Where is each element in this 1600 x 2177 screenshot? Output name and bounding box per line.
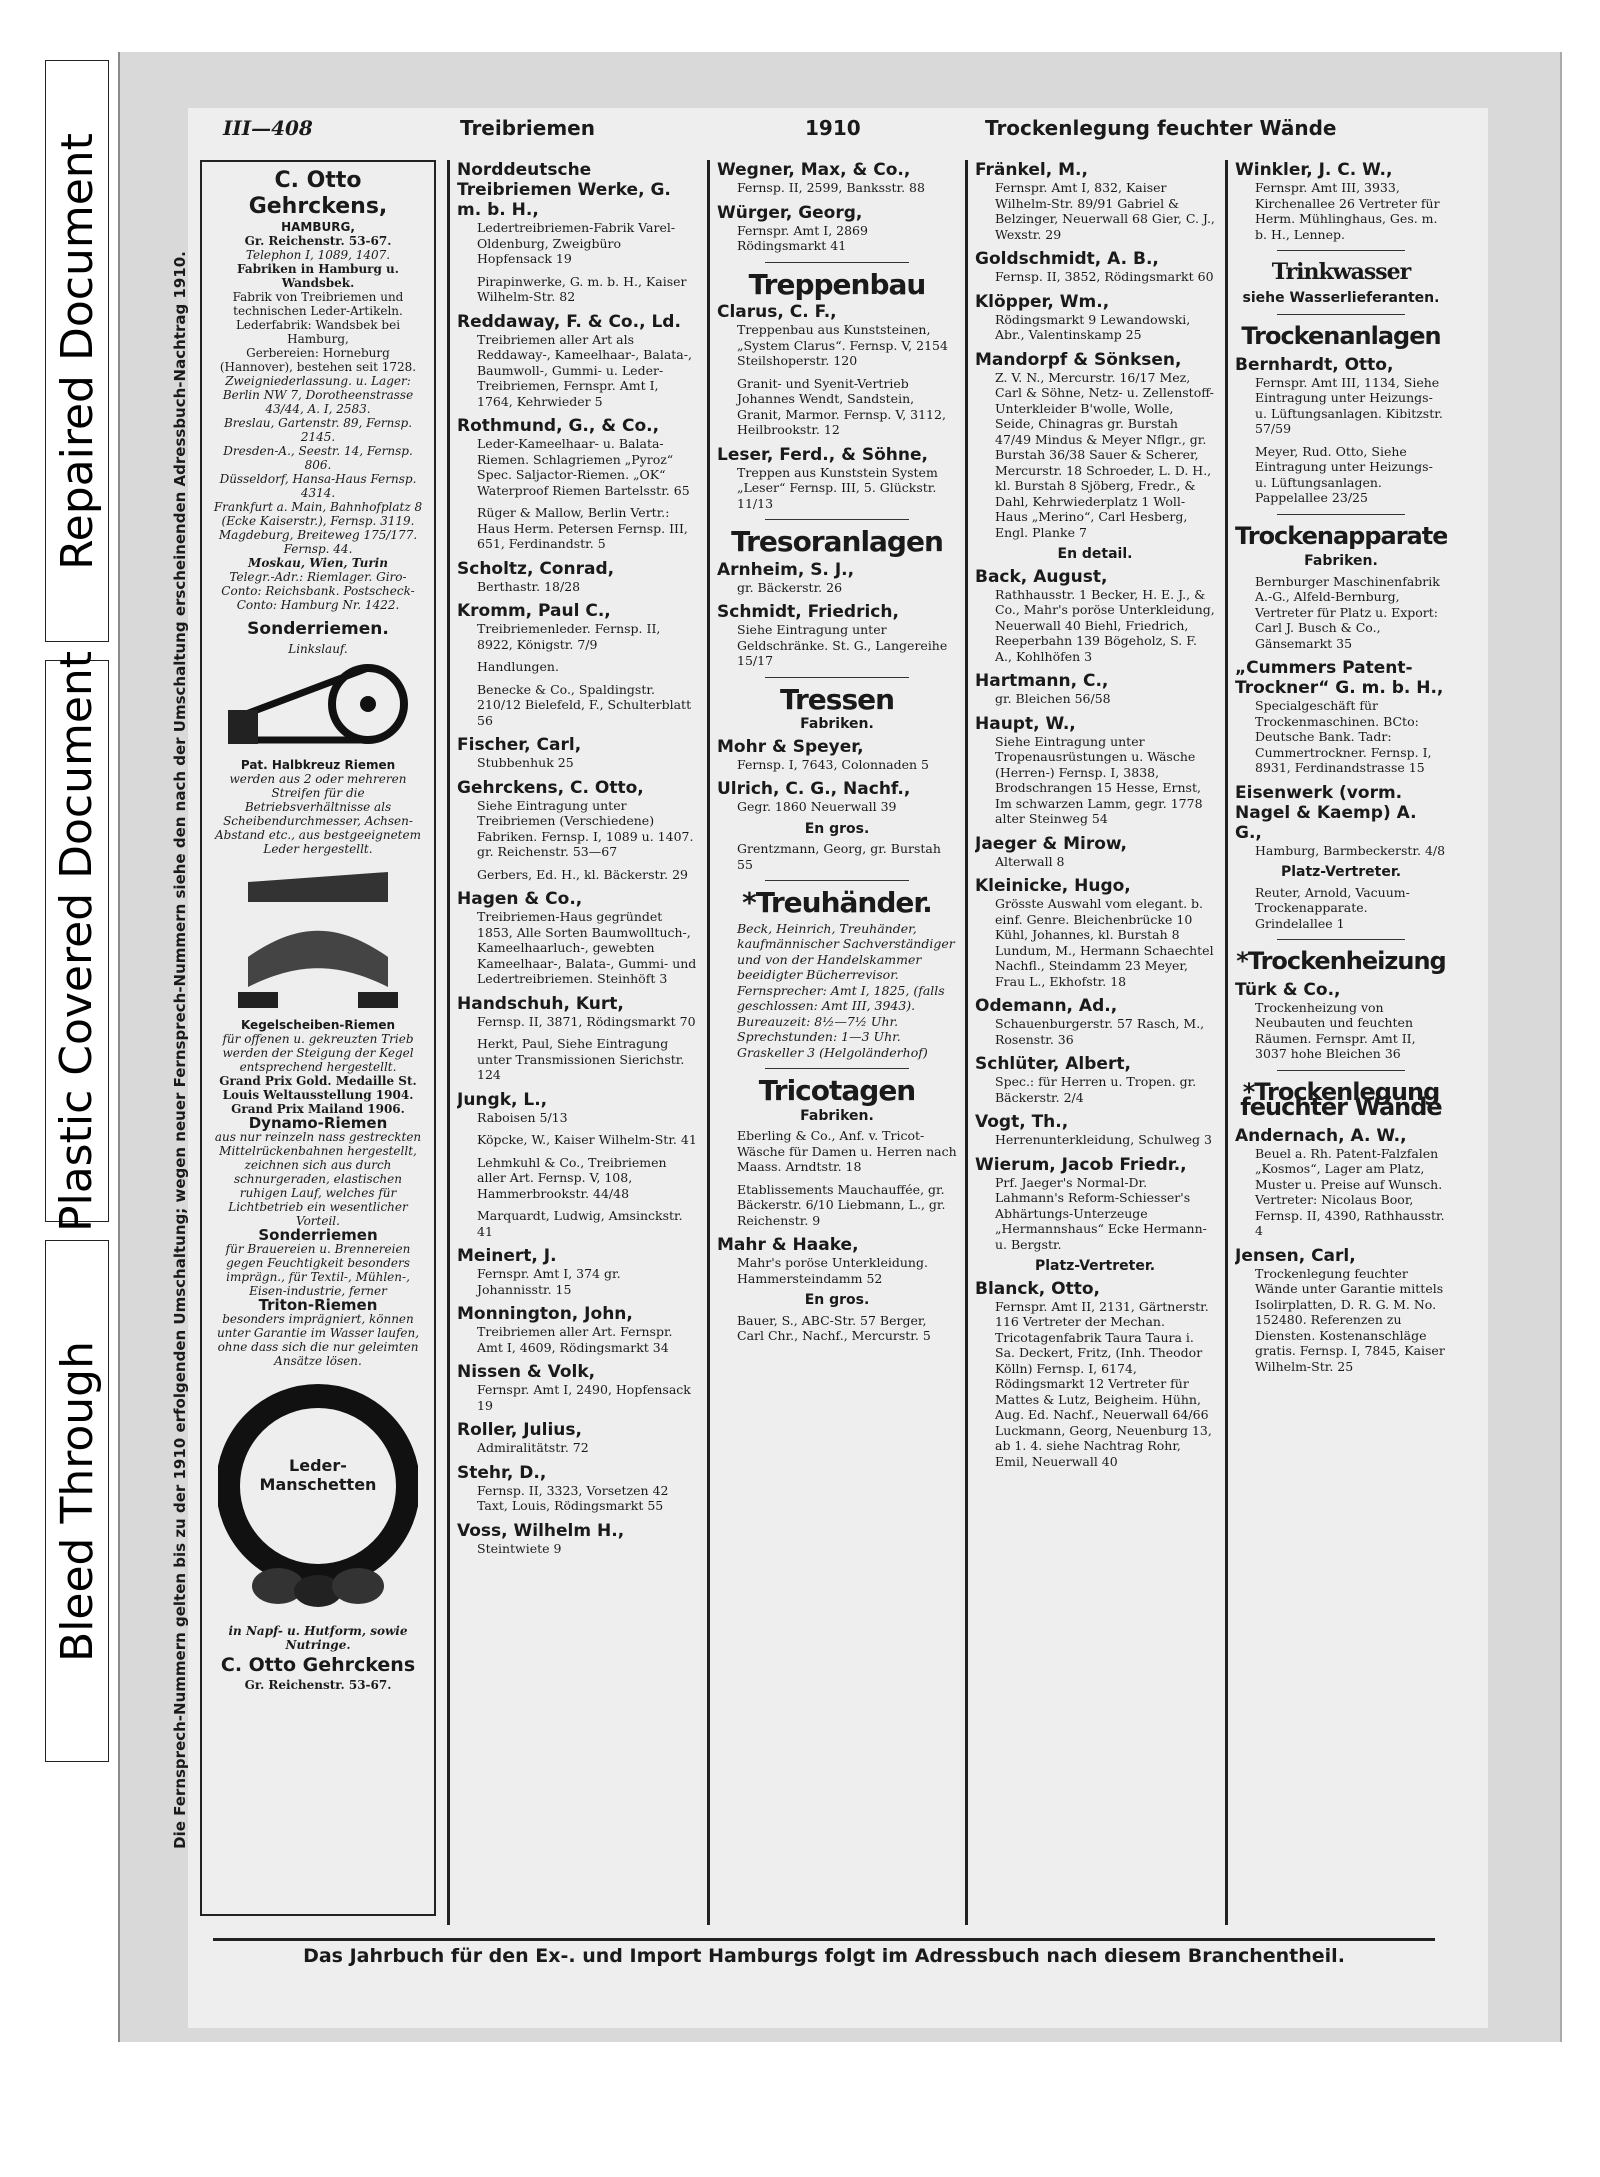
column-treppenbau-tricotagen	[717, 160, 957, 1930]
subsection-heading: Fabriken.	[800, 1107, 874, 1124]
column-rule	[965, 160, 968, 1925]
entry: Granit- und Syenit-Vertrieb Johannes Wendt, Sandstein, Granit, Marmor. Fernsp. V, 3112, Heilbrookstr. 12	[737, 375, 946, 437]
entry-details: Handlungen.	[477, 659, 559, 674]
entry-name: Roller, Julius,	[457, 1420, 582, 1440]
ad-half-cross-text: werden aus 2 oder mehreren Streifen für die Betriebsverhältnisse als Scheibendurchmesser, Achsen-Abstand etc., aus bestgeeignetem Leder hergestellt.	[215, 772, 421, 856]
entry-details: Lehmkuhl & Co., Treibriemen aller Art. Fernsp. V, 108, Hammerbrookstr. 44/48	[477, 1154, 667, 1201]
entry	[457, 559, 697, 595]
entry	[457, 889, 697, 987]
entry-details: Spec.: für Herren u. Tropen. gr. Bäckerstr. 2/4	[995, 1074, 1197, 1105]
ad-branch: Moskau, Wien, Turin	[248, 556, 388, 570]
entry	[975, 876, 1215, 989]
entry: Andernach, A. W., Beuel a. Rh. Patent-Falzfalen „Kosmos“, Lager am Platz, Muster u. Preise auf Wunsch. Vertreter: Nicolaus Boor, Fernsp. II, 4390, Rathhausstr. 4	[1235, 1125, 1445, 1238]
entry	[457, 778, 697, 860]
entry-details: Fernsp. II, 3852, Rödingsmarkt 60	[995, 269, 1214, 284]
section-heading: *Trockenheizung	[1236, 947, 1446, 975]
entry-name: Fischer, Carl,	[457, 735, 582, 755]
entry	[457, 1246, 697, 1297]
section-heading: Tricotagen	[758, 1074, 916, 1107]
ad-special-text: für Brauereien u. Brennereien gegen Feuchtigkeit besonders imprägn., für Textil-, Mühlen-, Eisen-industrie, ferner	[225, 1242, 411, 1298]
entry	[457, 1304, 697, 1355]
entry	[457, 867, 697, 883]
entry-name: Stehr, D.,	[457, 1462, 547, 1483]
ad-triton-text: besonders imprägniert, können unter Garantie im Wasser laufen, ohne dass sich die nur geleimten Ansätze lösen.	[216, 1312, 420, 1368]
gehrckens-advertisement	[200, 160, 436, 1930]
entry-name: Jaeger & Mirow,	[975, 833, 1127, 854]
entry	[975, 1279, 1215, 1470]
entry-details: Schauenburgerstr. 57 Rasch, M., Rosenstr. 36	[995, 1016, 1205, 1047]
entry-name: Meinert, J.	[457, 1246, 557, 1266]
ad-tannery: Lederfabrik: Wandsbek bei Hamburg,	[235, 318, 401, 346]
entry	[975, 1112, 1215, 1148]
entry-name: Klöpper, Wm.,	[975, 291, 1110, 312]
ad-branch: Magdeburg, Breiteweg 175/177. Fernsp. 44.	[218, 528, 418, 556]
entry: Arnheim, S. J., gr. Bäckerstr. 26	[717, 559, 855, 595]
section-heading: Tresoranlagen	[731, 525, 943, 558]
entry-details: Steintwiete 9	[477, 1540, 562, 1556]
entry: Schmidt, Friedrich, Siehe Eintragung unter Geldschränke. St. G., Langereihe 15/17	[717, 602, 948, 668]
entry: Jensen, Carl, Trockenlegung feuchter Wände unter Garantie mittels Isolirplatten, D. R. G. M. No. 152480. Referenzen zu Diensten. Kostenanschläge gratis. Fernsp. I, 7845, Kaiser Wilhelm-Str. 25	[1235, 1245, 1445, 1374]
entry	[457, 1090, 697, 1126]
ad-cone-heading: Kegelscheiben-Riemen	[240, 1018, 396, 1032]
entry: Ulrich, C. G., Nachf., Gegr. 1860 Neuerwall 39	[717, 779, 911, 814]
leather-collar-illustration	[218, 1376, 418, 1616]
subsection-heading: En gros.	[804, 820, 870, 837]
entry: Eisenwerk (vorm. Nagel & Kaemp) A. G., Hamburg, Barmbeckerstr. 4/8	[1235, 782, 1446, 858]
ad-dynamo-text: aus nur reinzeln nass gestreckten Mittelrückenbahnen hergestellt, zeichnen sich aus durch schnurgeraden, elastischen ruhigen Lauf, welches für Lichtbetrieb ein wesentlicher Vorteil.	[214, 1130, 422, 1228]
entry	[457, 274, 697, 305]
section-heading: *Treuhänder.	[742, 886, 932, 919]
ad-branch: Dresden-A., Seestr. 14, Fernsp. 806.	[223, 444, 413, 472]
page-footer: Das Jahrbuch für den Ex-. und Import Hamburgs folgt im Adressbuch nach diesem Branchentheil.	[303, 1945, 1345, 1967]
entry-name: Odemann, Ad.,	[975, 996, 1118, 1016]
entry-name: Goldschmidt, A. B.,	[975, 249, 1159, 269]
ad-special-heading: Sonderriemen	[258, 1226, 378, 1244]
ad-factory: Fabriken in Hamburg u. Wandsbek.	[237, 262, 399, 290]
column-trocken	[1235, 160, 1447, 1930]
ad-phone: Telephon I, 1089, 1407.	[245, 248, 391, 262]
header-year: 1910	[805, 116, 861, 140]
entry: Bauer, S., ABC-Str. 57 Berger, Carl Chr., Nachf., Mercurstr. 5	[737, 1312, 931, 1343]
entry	[457, 659, 697, 675]
entry-name: Blanck, Otto,	[975, 1278, 1100, 1299]
entry-name: Rothmund, G., & Co.,	[457, 416, 660, 436]
entry-details: gr. Bleichen 56/58	[995, 691, 1111, 706]
section-heading: Treppenbau	[748, 267, 926, 301]
entry-name: Vogt, Th.,	[975, 1112, 1069, 1132]
entry: Mahr & Haake, Mahr's poröse Unterkleidung. Hammersteindamm 52	[717, 1235, 928, 1286]
entry-details: Pirapinwerke, G. m. b. H., Kaiser Wilhelm-Str. 82	[477, 273, 687, 304]
entry: Reuter, Arnold, Vacuum-Trockenapparate. Grindelallee 1	[1255, 884, 1410, 931]
entry-name: Back, August,	[975, 566, 1108, 587]
header-right-title: Trockenlegung feuchter Wände	[985, 116, 1337, 140]
entry: Eberling & Co., Anf. v. Tricot-Wäsche für Damen u. Herren nach Maass. Arndtstr. 18	[737, 1128, 957, 1174]
vertical-note: Die Fernsprech-Nummern gelten bis zu der 1910 erfolgenden Umschaltung; wegen neuer Fernsprech-Nummern siehe den nach der Umschaltung erscheinenden Adressbuch-Nachtrag 1910.	[171, 251, 189, 1849]
subsection-heading: Fabriken.	[1304, 553, 1378, 569]
entry: Meyer, Rud. Otto, Siehe Eintragung unter Heizungs- u. Lüftungsanlagen. Pappelallee 23/25	[1255, 443, 1433, 505]
section-heading: Trockenanlagen	[1241, 322, 1441, 350]
subsection-heading: siehe Wasserlieferanten.	[1242, 289, 1440, 306]
column-rule	[1225, 160, 1228, 1925]
ad-cone-text: für offenen u. gekreuzten Trieb werden der Steigung der Kegel entsprechend hergestellt.	[222, 1032, 414, 1074]
entry-details: Grösste Auswahl vom elegant. b. einf. Genre. Bleichenbrücke 10 Kühl, Johannes, kl. Burstah 8 Lundum, M., Hermann Schaechtel Nachfl., Steindamm 23 Meyer, Frau L., Ekhofstr. 18	[995, 896, 1214, 989]
belt-pulley-illustration	[218, 662, 418, 752]
entry	[975, 996, 1215, 1047]
ad-left-run: Linkslauf.	[288, 642, 348, 656]
entry: Winkler, J. C. W., Fernspr. Amt III, 3933, Kirchenallee 26 Vertreter für Herm. Mühlinghaus, Ges. m. b. H., Lennep.	[1235, 160, 1440, 242]
entry-details: Berthastr. 18/28	[477, 578, 581, 594]
entry-details: Treibriemen aller Art. Fernspr. Amt I, 4609, Rödingsmarkt 34	[477, 1324, 673, 1355]
entry-name: Monnington, John,	[457, 1304, 633, 1324]
entry-details: Treibriemen-Haus gegründet 1853, Alle Sorten Baumwolltuch-, Kameelhaarluch-, gewebten Kameelhaar-, Balata-, Gummi- und Ledertreibriemen. Steinhöft 3	[477, 909, 697, 986]
entry-details: Gerbers, Ed. H., kl. Bäckerstr. 29	[477, 866, 688, 882]
entry	[975, 160, 1215, 242]
label-repaired-document: Repaired Document	[45, 60, 109, 642]
entry	[975, 1155, 1215, 1253]
entry-details: Fernsp. II, 3871, Rödingsmarkt 70	[477, 1013, 696, 1029]
entry-details: Rödingsmarkt 9 Lewandowski, Abr., Valentinskamp 25	[995, 311, 1191, 342]
entry-details: Z. V. N., Mercurstr. 16/17 Mez, Carl & Söhne, Netz- u. Zellenstoff-Unterkleider B'wolle, Wolle, Seide, Chinagras gr. Burstah 47/49 Mindus & Meyer Nflgr., gr. Burstah 36/38 Sauer & Scherer, Mercurstr. 18 Schroeder, L. D. H., kl. Burstah 8 Sjöberg, Fredr., & Dahl, Kehrwiederplatz 1 Woll-Haus „Merino“, Carl Hesberg, Engl. Planke 7	[995, 369, 1214, 540]
entry-details: Treibriemen aller Art als Reddaway-, Kameelhaar-, Balata-, Baumwoll-, Gummi- u. Leder-Treibriemen, Fernspr. Amt I, 1764, Kehrwieder 5	[477, 331, 692, 409]
entry	[457, 735, 697, 771]
entry-details: Treibriemenleder. Fernsp. II, 8922, Königstr. 7/9	[477, 621, 661, 652]
entry	[975, 1054, 1215, 1105]
ad-half-cross-heading: Pat. Halbkreuz Riemen	[240, 758, 396, 772]
leather-collar-label: Leder-Manschetten	[259, 1456, 377, 1494]
entry-details: Raboisen 5/13	[477, 1109, 568, 1125]
header-left-title: Treibriemen	[460, 116, 595, 140]
ad-dynamo-heading: Dynamo-Riemen	[248, 1114, 388, 1132]
entry	[457, 682, 697, 729]
entry	[457, 1420, 697, 1456]
ad-branch: Breslau, Gartenstr. 89, Fernsp. 2145.	[223, 416, 413, 444]
section-heading: Trinkwasser	[1271, 259, 1411, 285]
ad-tanneries: Gerbereien: Horneburg (Hannover), bestehen seit 1728.	[219, 346, 417, 374]
entry-details: Benecke & Co., Spaldingstr. 210/12 Bielefeld, F., Schulterblatt 56	[477, 681, 692, 728]
ad-awards: Grand Prix Gold. Medaille St. Louis Weltausstellung 1904. Grand Prix Mailand 1906.	[219, 1074, 417, 1116]
page-header	[215, 112, 1345, 152]
entry	[975, 249, 1215, 285]
entry-details: Fernspr. Amt I, 832, Kaiser Wilhelm-Str. 89/91 Gabriel & Belzinger, Neuerwall 68 Gier, C. J., Wexstr. 29	[995, 180, 1215, 242]
entry-details: Admiralitätstr. 72	[477, 1440, 589, 1455]
entry	[457, 505, 697, 552]
section-heading: Trockenapparate	[1235, 521, 1447, 550]
ad-branches: Zweigniederlassung. u. Lager:	[225, 374, 411, 388]
entry-details: Rathhausstr. 1 Becker, H. E. J., & Co., Mahr's poröse Unterkleidung, Neuerwall 40 Biehl, Friedrich, Reeperbahn 139 Bögeholz, S. F. A., Kohlhöfen 3	[995, 586, 1215, 664]
ad-desc: Fabrik von Treibriemen und technischen Leder-Artikeln.	[232, 290, 404, 318]
entry: Clarus, C. F., Treppenbau aus Kunststeinen, „System Clarus“. Fernsp. V, 2154 Steilshoperstr. 120	[717, 302, 948, 368]
entry: Wegner, Max, & Co., Fernsp. II, 2599, Banksstr. 88	[717, 160, 925, 195]
ad-special-belts-heading: Sonderriemen.	[247, 619, 389, 639]
entry-details: Leder-Kameelhaar- u. Balata-Riemen. Schlagriemen „Pyroz“ Spec. Saljactor-Riemen. „OK“ Waterproof Riemen Bartelsstr. 65	[477, 436, 690, 498]
column-tricotagen-continued	[975, 160, 1215, 1930]
entry-details: Köpcke, W., Kaiser Wilhelm-Str. 41	[477, 1132, 697, 1147]
entry	[975, 714, 1215, 827]
entry	[457, 416, 697, 498]
ad-footer-street: Gr. Reichenstr. 53-67.	[244, 1678, 392, 1692]
entry	[975, 350, 1215, 541]
ad-form-text: in Napf- u. Hutform, sowie Nutringe.	[228, 1624, 408, 1652]
column-rule	[707, 160, 710, 1925]
subsection-heading: Platz-Vertreter.	[1280, 864, 1402, 880]
entry-name: Hartmann, C.,	[975, 671, 1109, 691]
entry-name: Kromm, Paul C.,	[457, 601, 611, 621]
entry-details: Rüger & Mallow, Berlin Vertr.: Haus Herm. Petersen Fernsp. III, 651, Ferdinandstr. 5	[477, 505, 688, 551]
entry-name: Wierum, Jacob Friedr.,	[975, 1154, 1187, 1175]
entry: „Cummers Patent-Trockner“ G. m. b. H., Specialgeschäft für Trockenmaschinen. BCto: Deutsche Bank. Tadr: Cummertrockner. Fernsp. I, 8931, Ferdinandstrasse 15	[1235, 658, 1444, 775]
entry	[457, 1362, 697, 1413]
entry-name: Jungk, L.,	[457, 1089, 548, 1110]
ad-telegraph: Telegr.-Adr.: Riemlager. Giro-Conto: Reichsbank. Postscheck-Conto: Hamburg Nr. 1422.	[221, 570, 415, 612]
entry: Grentzmann, Georg, gr. Burstah 55	[737, 841, 941, 872]
footer-rule	[213, 1938, 1435, 1941]
entry-name: Schlüter, Albert,	[975, 1054, 1131, 1074]
entry-name: Nissen & Volk,	[457, 1362, 596, 1382]
entry: Bernburger Maschinenfabrik A.-G., Alfeld-Bernburg, Vertreter für Platz u. Export: Carl J. Busch & Co., Gänsemarkt 35	[1255, 573, 1440, 651]
entry-details: Herkt, Paul, Siehe Eintragung unter Transmissionen Sierichstr. 124	[477, 1036, 685, 1082]
ad-branch: Düsseldorf, Hansa-Haus Fernsp. 4314.	[219, 472, 417, 500]
entry	[975, 567, 1215, 665]
ad-street: Gr. Reichenstr. 53-67.	[244, 234, 392, 248]
entry-name: Hagen & Co.,	[457, 889, 583, 909]
entry	[457, 1036, 697, 1083]
entry-name: Fränkel, M.,	[975, 160, 1088, 180]
entry: Türk & Co., Trockenheizung von Neubauten und feuchten Räumen. Fernspr. Amt II, 3037 hohe Bleichen 36	[1235, 979, 1416, 1061]
entry-details: Prf. Jaeger's Normal-Dr. Lahmann's Reform-Schiesser's Abhärtungs-Unterzeuge „Hermannshaus“ Ecke Hermann- u. Bergstr.	[995, 1174, 1207, 1252]
subsection-heading: En gros.	[804, 1292, 870, 1308]
entry	[457, 1132, 697, 1148]
entry: Würger, Georg, Fernspr. Amt I, 2869 Rödingsmarkt 41	[717, 202, 868, 253]
entry-name: Voss, Wilhelm H.,	[457, 1520, 625, 1541]
entry	[457, 1521, 697, 1557]
subsection-heading: Platz-Vertreter.	[1034, 1258, 1156, 1274]
entry: Leser, Ferd., & Söhne, Treppen aus Kunststein System „Leser“ Fernsp. III, 5. Glückstr. 11/13	[717, 444, 938, 511]
entry	[457, 160, 697, 267]
entry	[457, 1463, 697, 1514]
entry-name: Haupt, W.,	[975, 713, 1076, 734]
entry-details: Fernsp. II, 3323, Vorsetzen 42 Taxt, Louis, Rödingsmarkt 55	[477, 1482, 669, 1513]
ad-city: HAMBURG,	[281, 220, 355, 234]
entry-name: Norddeutsche Treibriemen Werke, G. m. b. H.,	[457, 160, 671, 220]
ad-branch: Frankfurt a. Main, Bahnhofplatz 8 (Ecke Kaiserstr.), Fernsp. 3119.	[213, 500, 423, 528]
label-plastic-covered-document: Plastic Covered Document	[45, 660, 109, 1222]
entry: Beck, Heinrich, Treuhänder, kaufmännischer Sachverständiger und von der Handelskammer beeidigter Bücherrevisor. Fernsprecher: Amt I, 1825, (falls geschlossen: Amt III, 3943). Bureauzeit: 8½—7½ Uhr. Sprechstunden: 1—3 Uhr. Graskeller 3 (Helgoländerhof)	[737, 920, 955, 1060]
column-rule	[447, 160, 450, 1925]
entry	[457, 994, 697, 1030]
entry-details: Herrenunterkleidung, Schulweg 3	[995, 1132, 1212, 1147]
entry-details: Fernspr. Amt II, 2131, Gärtnerstr. 116 Vertreter der Mechan. Tricotagenfabrik Taura Taura i. Sa. Deckert, Fritz, (Inh. Theodor Kölln) Fernsp. I, 6174, Rödingsmarkt 12 Vertreter für Mattes & Lutz, Beigheim. Hühn, Aug. Ed. Nachf., Neuerwall 64/66 Luckmann, Georg, Neuenburg 13, ab 1. 4. siehe Nachtrag Rohr, Emil, Neuerwall 40	[995, 1298, 1212, 1469]
entry	[457, 1208, 697, 1239]
entry-details: Fernspr. Amt I, 374 gr. Johannisstr. 15	[477, 1266, 621, 1297]
cone-pulley-illustration	[218, 862, 418, 1012]
entry-details: Stubbenhuk 25	[477, 755, 574, 770]
entry	[975, 671, 1215, 707]
entry-details: Marquardt, Ludwig, Amsinckstr. 41	[477, 1208, 683, 1239]
entry	[975, 834, 1215, 870]
ad-branch: Berlin NW 7, Dorotheenstrasse 43/44, A. I, 2583.	[222, 388, 414, 416]
entry	[457, 1155, 697, 1202]
subsection-heading: En detail.	[1057, 546, 1133, 562]
entry-name: Kleinicke, Hugo,	[975, 876, 1131, 896]
page-number: III—408	[223, 116, 313, 140]
entry-name: Mandorpf & Sönksen,	[975, 349, 1182, 370]
column-treibriemen	[457, 160, 697, 1930]
section-heading: Tressen	[779, 682, 895, 716]
entry: Bernhardt, Otto, Fernspr. Amt III, 1134, Siehe Eintragung unter Heizungs- u. Lüftungsanlagen. Kibitzstr. 57/59	[1235, 354, 1443, 436]
entry-details: Siehe Eintragung unter Tropenausrüstungen u. Wäsche (Herren-) Fernsp. I, 3838, Brodschrangen 15 Hesse, Ernst, Im schwarzen Lamm, gegr. 1778 alter Steinweg 54	[995, 733, 1203, 826]
ad-footer-name: C. Otto Gehrckens	[220, 1654, 416, 1676]
entry-details: Fernspr. Amt I, 2490, Hopfensack 19	[477, 1382, 691, 1413]
entry	[457, 601, 697, 652]
subsection-heading: Fabriken.	[800, 716, 874, 732]
entry-details: Alterwall 8	[995, 853, 1065, 869]
entry-details: Siehe Eintragung unter Treibriemen (Verschiedene) Fabriken. Fernsp. I, 1089 u. 1407. gr. Reichenstr. 53—67	[477, 797, 694, 859]
ad-triton-heading: Triton-Riemen	[258, 1296, 378, 1314]
entry	[457, 312, 697, 410]
entry-name: Scholtz, Conrad,	[457, 558, 615, 579]
entry-name: Gehrckens, C. Otto,	[457, 777, 644, 798]
ad-name: C. Otto Gehrckens,	[248, 168, 388, 219]
entry: Etablissements Mauchauffée, gr. Bäckerstr. 6/10 Liebmann, L., gr. Reichenstr. 9	[737, 1181, 946, 1228]
entry-name: Reddaway, F. & Co., Ld.	[457, 311, 681, 332]
entry-name: Handschuh, Kurt,	[457, 993, 624, 1014]
entry	[975, 292, 1215, 343]
entry: Mohr & Speyer, Fernsp. I, 7643, Colonnaden 5	[717, 736, 929, 772]
entry-details: Ledertreibriemen-Fabrik Varel-Oldenburg, Zweigbüro Hopfensack 19	[477, 220, 676, 266]
label-bleed-through: Bleed Through	[45, 1240, 109, 1762]
section-heading: *Trockenlegung feuchter Wände	[1240, 1077, 1442, 1121]
